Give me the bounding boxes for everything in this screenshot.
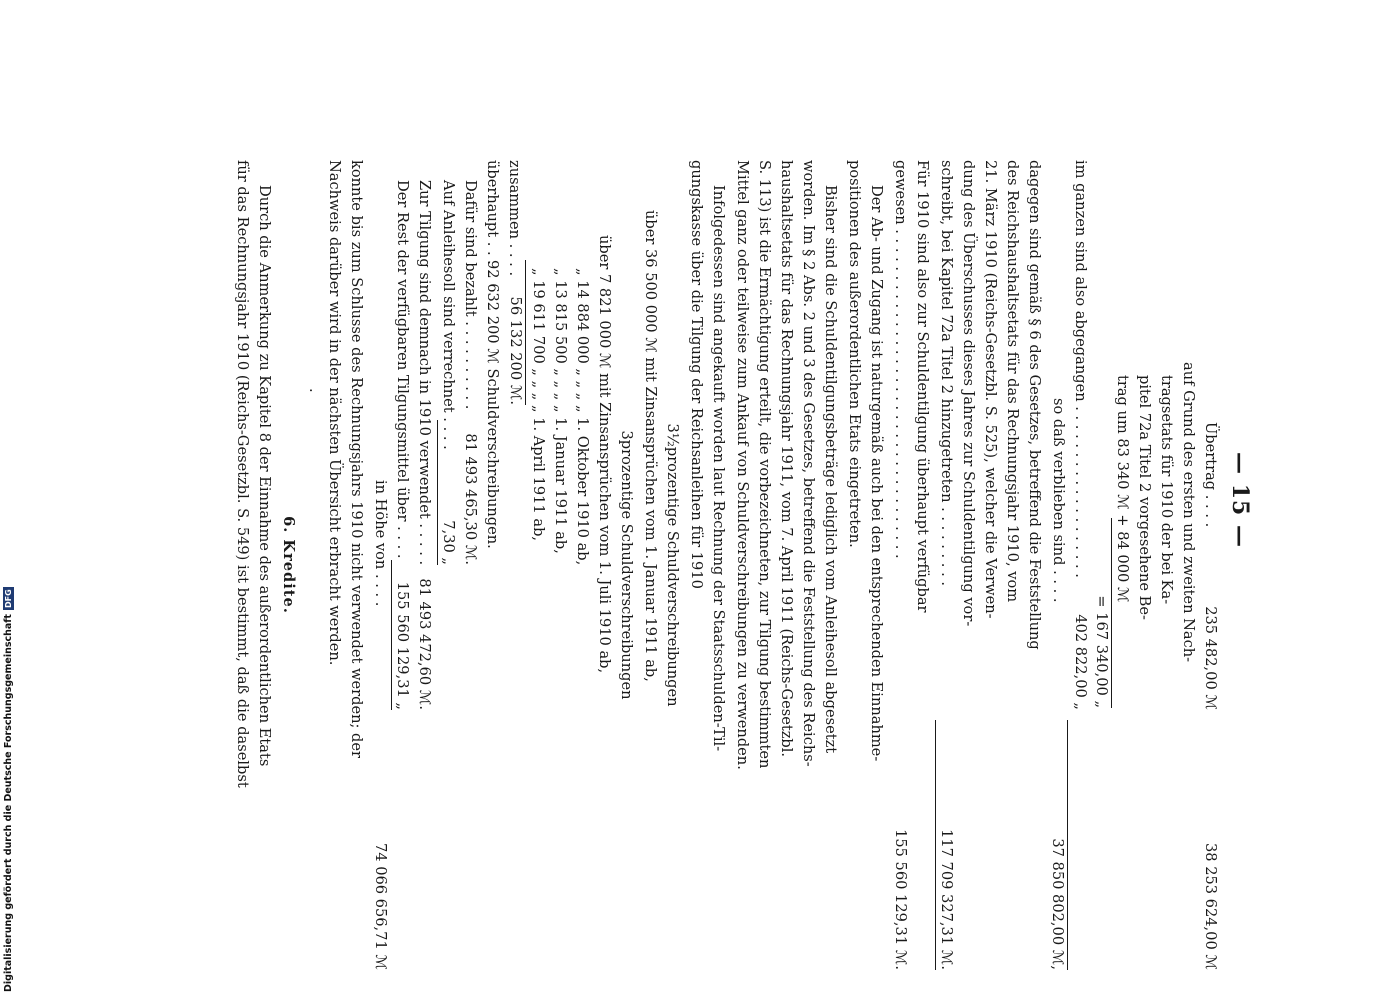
page-header: — 15 —: [1227, 452, 1253, 548]
bond-row: „ 13 815 500 „ „ „ „ 1. Januar 1911 ab,: [552, 268, 569, 554]
heading-3-percent: 3prozentige Schuldverschreibungen: [618, 430, 635, 700]
heading-3-5-percent: 3½prozentige Schuldverschreibungen: [664, 423, 681, 707]
text-line: trag um 83 340 ℳ + 84 000 ℳ: [1114, 375, 1131, 603]
carry-over-value-b: 38 253 624,00 ℳ: [1202, 842, 1219, 970]
carry-over-label: Übertrag . . . .: [1202, 422, 1219, 528]
loan-value: 7,30 „: [437, 420, 458, 565]
separator-dot: ·: [302, 388, 319, 393]
text-line: über 36 500 000 ℳ mit Zinsansprüchen vom 1. Januar 1911 ab,: [642, 210, 659, 682]
bond-row: „ 14 884 000 „ „ „ „ 1. Oktober 1910 ab,: [574, 268, 591, 566]
text-line: so daß verblieben sind . . . .: [1050, 398, 1067, 603]
sum-value: 56 132 200 ℳ.: [505, 260, 526, 405]
text-line: gungskasse über die Tilgung der Reichsanleihen für 1910: [688, 160, 705, 589]
height-value: 74 066 656,71 ℳ: [372, 842, 389, 970]
rest-label: Der Rest der verfügbaren Tilgungsmittel über . . . .: [394, 180, 411, 559]
text-line: tragsetats für 1910 der bei Ka-: [1158, 375, 1175, 605]
digitization-footer: [3, 587, 14, 992]
text-line: Nachweis darüber wird in der nächsten Übersicht erbracht werden.: [326, 160, 343, 666]
surplus-value: 117 709 327,31 ℳ.: [935, 720, 956, 970]
text-line: auf Grund des ersten und zweiten Nach-: [1180, 362, 1197, 663]
remaining-value: 37 850 802,00 ℳ,: [1047, 720, 1068, 970]
text-line: für das Rechnungsjahr 1910 (Reichs-Gesetzbl. S. 549) ist bestimmt, daß die daselbst: [234, 160, 251, 788]
bond-row: „ 19 611 700 „ „ „ „ 1. April 1911 ab,: [530, 268, 547, 542]
bond-row: über 7 821 000 ℳ mit Zinsansprüchen vom 1. Juli 1910 ab,: [596, 235, 613, 674]
paid-value: 81 493 465,30 ℳ.: [462, 433, 479, 565]
used-label: Zur Tilgung sind demnach in 1910 verwendet . . . . .: [416, 180, 433, 566]
height-label: in Höhe von . . . .: [372, 480, 389, 607]
text-line: positionen des außerordentlichen Etats eingetreten.: [846, 160, 863, 548]
text-line: Bisher sind die Schuldentilgungsbeträge lediglich vom Anleihesoll abgesetzt: [822, 185, 839, 754]
text-line: dagegen sind gemäß § 6 des Gesetzes, betreffend die Feststellung: [1026, 160, 1043, 650]
paid-label: Dafür sind bezahlt . . . . . . . . . .: [462, 180, 479, 410]
text-line: 21. März 1910 (Reichs-Gesetzbl. S. 525), welcher die Verwen-: [982, 160, 999, 619]
text-line: Der Ab- und Zugang ist naturgemäß auch bei den entsprechenden Einnahme-: [868, 185, 885, 762]
text-line: konnte bis zum Schlusse des Rechnungsjahrs 1910 nicht verwendet werden; der: [348, 160, 365, 759]
loan-label: Auf Anleihesoll sind verrechnet . . . .: [440, 180, 457, 450]
text-line: des Reichshaushaltsetats für das Rechnungsjahr 1910, vom: [1004, 160, 1021, 603]
text-line: Durch die Anmerkung zu Kapitel 8 der Einnahme des außerordentlichen Etats: [256, 185, 273, 767]
sum-label: zusammen . . . .: [506, 160, 523, 277]
text-line: gewesen . . . . . . . . . . . . . . . . . . . . . . . . . . . . . . . . . . . .: [892, 160, 909, 559]
footer-text: Digitalisierung gefördert durch die Deutsche Forschungsgemeinschaft: [3, 614, 14, 992]
rotated-scanned-page: [130, 0, 1253, 1000]
text-line: Infolgedessen sind angekauft worden laut Rechnung der Staatsschulden-Til-: [710, 185, 727, 752]
text-line: S. 113) ist die Ermächtigung erteilt, die vorbezeichneten, zur Tilgung bestimmten: [756, 160, 773, 769]
text-line: schreibt, bei Kapitel 72a Titel 2 hinzugetreten . . . . . . . . .: [938, 160, 955, 586]
text-line: Mittel ganz oder teilweise zum Ankauf von Schuldverschreibungen zu verwenden.: [734, 160, 751, 770]
text-line: haushaltsetats für das Rechnungsjahr 1911, vom 7. April 1911 (Reichs-Gesetzbl.: [778, 160, 795, 758]
text-line: Für 1910 sind also zur Schuldentilgung überhaupt verfügbar: [914, 160, 931, 613]
text-line: im ganzen sind also abgegangen . . . . . . . . . . . . . . . . . . .: [1072, 160, 1089, 578]
gone-total-value: 402 822,00 „: [1072, 614, 1089, 710]
subtotal-value: = 167 340,00 „: [1091, 518, 1112, 708]
used-value: 81 493 472,60 ℳ.: [416, 578, 433, 710]
dfg-logo: DFG: [4, 589, 13, 609]
total-value: 92 632 200 ℳ Schuldverschreibungen.: [484, 260, 501, 549]
available-value: 155 560 129,31 ℳ.: [892, 829, 909, 970]
rest-value: 155 560 129,31 „: [391, 560, 412, 710]
text-line: pitel 72a Titel 2 vorgesehene Be-: [1136, 375, 1153, 620]
section-heading: 6. Kredite.: [280, 516, 297, 614]
carry-over-value-a: 235 482,00 ℳ: [1202, 606, 1219, 710]
text-line: dung des Überschusses dieses Jahres zur Schuldentilgung vor-: [960, 160, 977, 627]
total-label: überhaupt . . . .: [484, 160, 501, 275]
text-line: worden. Im § 2 Abs. 2 und 3 des Gesetzes, betreffend die Feststellung des Reichs-: [800, 160, 817, 767]
